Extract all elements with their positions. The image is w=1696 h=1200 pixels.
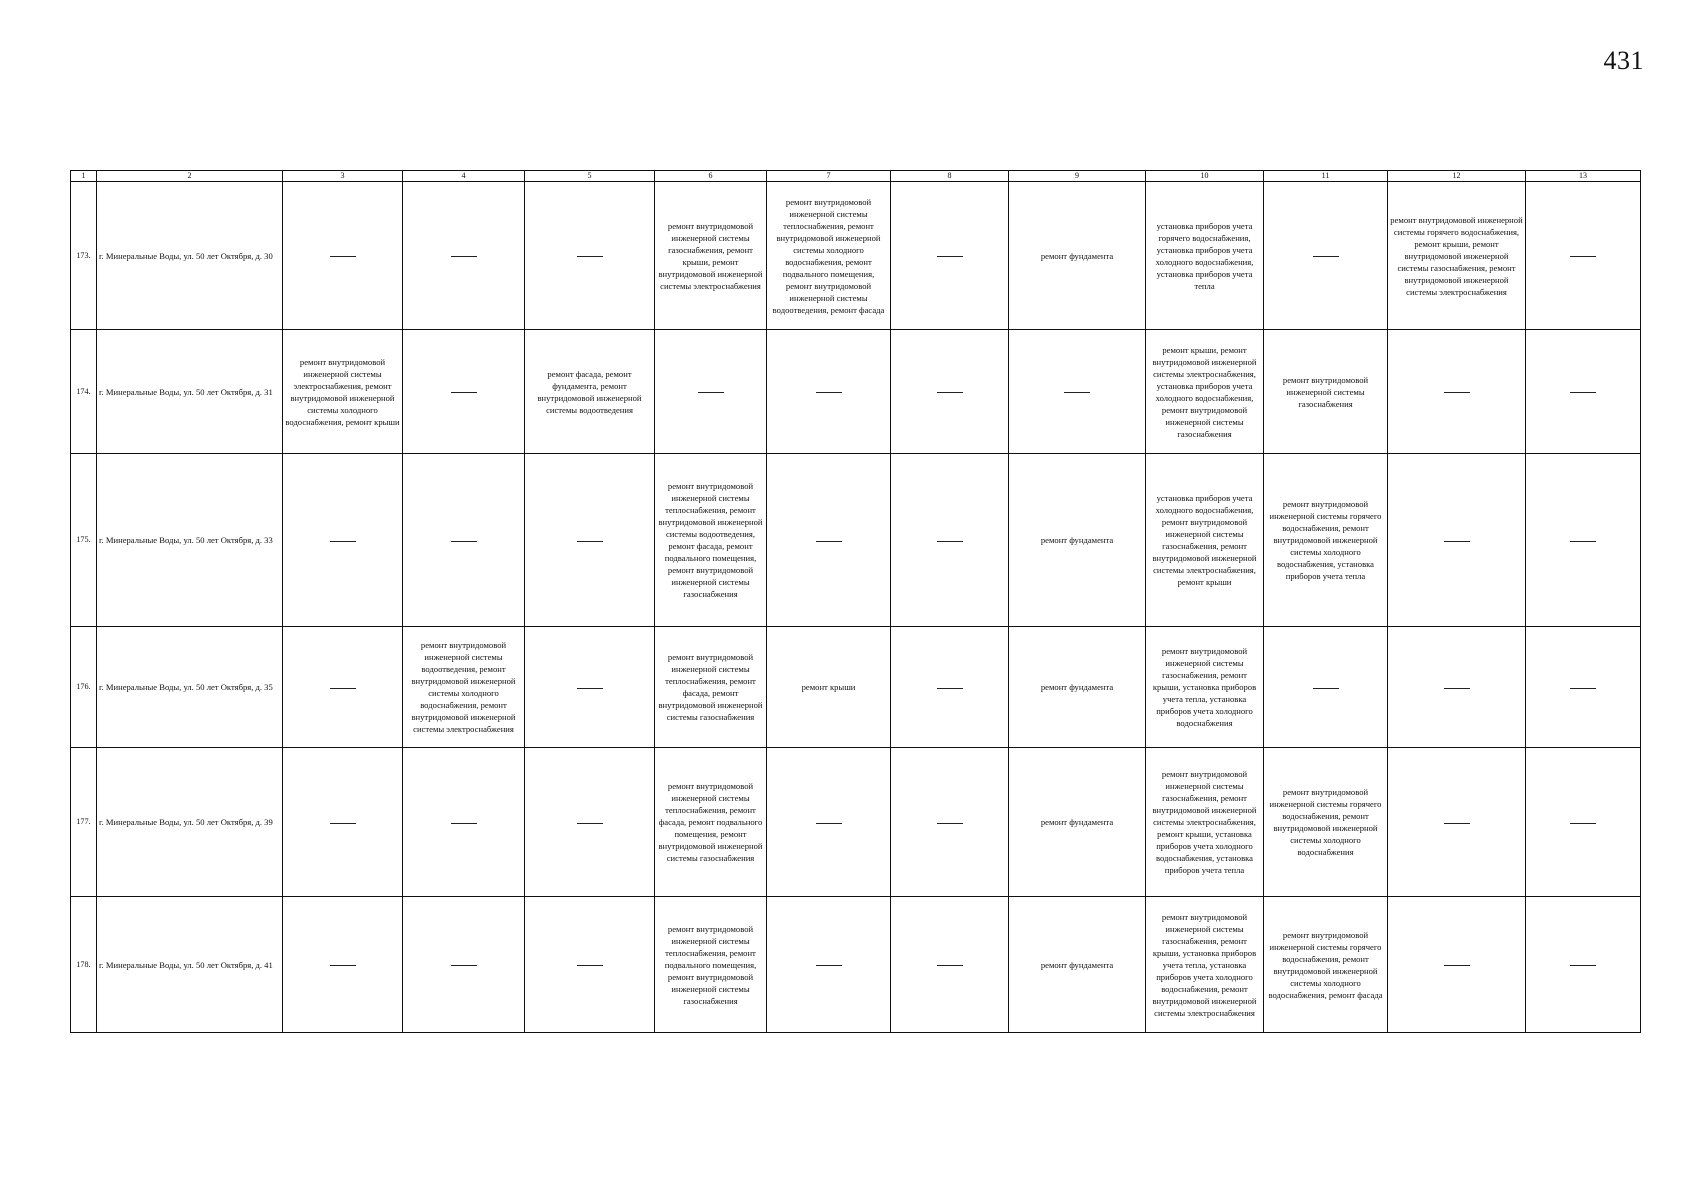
empty-cell: [283, 454, 403, 627]
dash-mark: [577, 965, 603, 966]
empty-cell: [1526, 748, 1641, 897]
work-cell: ремонт крыши: [767, 627, 891, 748]
empty-cell: [1526, 627, 1641, 748]
dash-mark: [330, 256, 356, 257]
work-cell: ремонт внутридомовой инженерной системы электроснабжения, ремонт внутридомовой инженерной системы холодного водоснабжения, ремонт крыши: [283, 330, 403, 454]
dash-mark: [1444, 688, 1470, 689]
work-cell: установка приборов учета горячего водоснабжения, установка приборов учета холодного водоснабжения, установка приборов учета тепла: [1146, 182, 1264, 330]
address-cell: г. Минеральные Воды, ул. 50 лет Октября, д. 41: [97, 897, 283, 1033]
empty-cell: [283, 897, 403, 1033]
work-cell: ремонт внутридомовой инженерной системы горячего водоснабжения, ремонт внутридомовой инженерной системы холодного водоснабжения, ремонт фасада: [1264, 897, 1388, 1033]
work-cell: ремонт внутридомовой инженерной системы газоснабжения, ремонт крыши, установка приборов учета тепла, установка приборов учета холодного водоснабжения, ремонт внутридомовой инженерной системы электроснабжения: [1146, 897, 1264, 1033]
column-header: 2: [97, 171, 283, 182]
dash-mark: [1570, 256, 1596, 257]
dash-mark: [577, 688, 603, 689]
work-cell: ремонт внутридомовой инженерной системы теплоснабжения, ремонт подвального помещения, ремонт внутридомовой инженерной системы газоснабжения: [655, 897, 767, 1033]
row-number: 177.: [71, 748, 97, 897]
work-cell: ремонт внутридомовой инженерной системы газоснабжения, ремонт крыши, ремонт внутридомовой инженерной системы электроснабжения: [655, 182, 767, 330]
work-cell: ремонт фасада, ремонт фундамента, ремонт внутридомовой инженерной системы водоотведения: [525, 330, 655, 454]
dash-mark: [451, 823, 477, 824]
dash-mark: [330, 541, 356, 542]
empty-cell: [403, 330, 525, 454]
dash-mark: [1570, 688, 1596, 689]
empty-cell: [1388, 454, 1526, 627]
column-header: 3: [283, 171, 403, 182]
table-row: [71, 330, 1641, 454]
empty-cell: [283, 182, 403, 330]
row-number: 173.: [71, 182, 97, 330]
row-number: 178.: [71, 897, 97, 1033]
empty-cell: [283, 627, 403, 748]
dash-mark: [451, 392, 477, 393]
empty-cell: [1526, 182, 1641, 330]
empty-cell: [403, 897, 525, 1033]
empty-cell: [283, 748, 403, 897]
work-cell: установка приборов учета холодного водоснабжения, ремонт внутридомовой инженерной системы газоснабжения, ремонт внутридомовой инженерной системы электроснабжения, ремонт крыши: [1146, 454, 1264, 627]
dash-mark: [937, 392, 963, 393]
empty-cell: [1526, 454, 1641, 627]
dash-mark: [698, 392, 724, 393]
empty-cell: [891, 748, 1009, 897]
column-header: 4: [403, 171, 525, 182]
dash-mark: [816, 392, 842, 393]
address-cell: г. Минеральные Воды, ул. 50 лет Октября, д. 39: [97, 748, 283, 897]
work-cell: ремонт фундамента: [1009, 897, 1146, 1033]
address-cell: г. Минеральные Воды, ул. 50 лет Октября, д. 31: [97, 330, 283, 454]
dash-mark: [330, 965, 356, 966]
table-row: [71, 182, 1641, 330]
column-number-row: [71, 171, 1641, 182]
empty-cell: [1388, 897, 1526, 1033]
work-cell: ремонт внутридомовой инженерной системы газоснабжения, ремонт внутридомовой инженерной системы электроснабжения, ремонт крыши, установка приборов учета холодного водоснабжения, установка приборов учета тепла: [1146, 748, 1264, 897]
empty-cell: [1388, 748, 1526, 897]
empty-cell: [1388, 627, 1526, 748]
address-cell: г. Минеральные Воды, ул. 50 лет Октября, д. 33: [97, 454, 283, 627]
column-header: 7: [767, 171, 891, 182]
dash-mark: [937, 823, 963, 824]
column-header: 9: [1009, 171, 1146, 182]
empty-cell: [891, 627, 1009, 748]
dash-mark: [1570, 541, 1596, 542]
empty-cell: [525, 748, 655, 897]
work-cell: ремонт внутридомовой инженерной системы водоотведения, ремонт внутридомовой инженерной системы холодного водоснабжения, ремонт внутридомовой инженерной системы электроснабжения: [403, 627, 525, 748]
empty-cell: [403, 748, 525, 897]
work-cell: ремонт фундамента: [1009, 182, 1146, 330]
column-header: 11: [1264, 171, 1388, 182]
empty-cell: [403, 182, 525, 330]
dash-mark: [816, 823, 842, 824]
column-header: 8: [891, 171, 1009, 182]
empty-cell: [767, 897, 891, 1033]
dash-mark: [1570, 965, 1596, 966]
work-cell: ремонт внутридомовой инженерной системы теплоснабжения, ремонт внутридомовой инженерной системы холодного водоснабжения, ремонт подвального помещения, ремонт внутридомовой инженерной системы водоотведения, ремонт фасада: [767, 182, 891, 330]
empty-cell: [403, 454, 525, 627]
dash-mark: [330, 823, 356, 824]
column-header: 1: [71, 171, 97, 182]
dash-mark: [1444, 965, 1470, 966]
empty-cell: [891, 454, 1009, 627]
work-cell: ремонт внутридомовой инженерной системы газоснабжения, ремонт крыши, установка приборов учета тепла, установка приборов учета холодного водоснабжения: [1146, 627, 1264, 748]
table-row: [71, 454, 1641, 627]
dash-mark: [451, 256, 477, 257]
empty-cell: [525, 182, 655, 330]
dash-mark: [1570, 392, 1596, 393]
empty-cell: [767, 330, 891, 454]
table-row: [71, 897, 1641, 1033]
work-cell: ремонт внутридомовой инженерной системы теплоснабжения, ремонт фасада, ремонт подвального помещения, ремонт внутридомовой инженерной системы газоснабжения: [655, 748, 767, 897]
dash-mark: [330, 688, 356, 689]
dash-mark: [577, 256, 603, 257]
empty-cell: [1009, 330, 1146, 454]
work-cell: ремонт внутридомовой инженерной системы теплоснабжения, ремонт фасада, ремонт внутридомовой инженерной системы газоснабжения: [655, 627, 767, 748]
work-cell: ремонт внутридомовой инженерной системы горячего водоснабжения, ремонт крыши, ремонт внутридомовой инженерной системы газоснабжения, ремонт внутридомовой инженерной системы электроснабжения: [1388, 182, 1526, 330]
table-row: [71, 748, 1641, 897]
table-body: [71, 182, 1641, 1033]
empty-cell: [1526, 330, 1641, 454]
empty-cell: [525, 897, 655, 1033]
column-header: 12: [1388, 171, 1526, 182]
work-cell: ремонт внутридомовой инженерной системы горячего водоснабжения, ремонт внутридомовой инженерной системы холодного водоснабжения: [1264, 748, 1388, 897]
dash-mark: [937, 965, 963, 966]
dash-mark: [577, 823, 603, 824]
empty-cell: [525, 627, 655, 748]
address-cell: г. Минеральные Воды, ул. 50 лет Октября, д. 35: [97, 627, 283, 748]
empty-cell: [891, 182, 1009, 330]
work-cell: ремонт фундамента: [1009, 748, 1146, 897]
empty-cell: [767, 748, 891, 897]
empty-cell: [655, 330, 767, 454]
empty-cell: [891, 330, 1009, 454]
work-cell: ремонт внутридомовой инженерной системы газоснабжения: [1264, 330, 1388, 454]
dash-mark: [1444, 823, 1470, 824]
row-number: 176.: [71, 627, 97, 748]
dash-mark: [1570, 823, 1596, 824]
page-number: 431: [1603, 46, 1644, 75]
capital-repair-table: [70, 170, 1641, 1033]
work-cell: ремонт фундамента: [1009, 627, 1146, 748]
address-cell: г. Минеральные Воды, ул. 50 лет Октября, д. 30: [97, 182, 283, 330]
empty-cell: [1264, 627, 1388, 748]
work-cell: ремонт внутридомовой инженерной системы теплоснабжения, ремонт внутридомовой инженерной системы водоотведения, ремонт фасада, ремонт подвального помещения, ремонт внутридомовой инженерной системы газоснабжения: [655, 454, 767, 627]
column-header: 6: [655, 171, 767, 182]
dash-mark: [451, 965, 477, 966]
empty-cell: [1526, 897, 1641, 1033]
dash-mark: [1444, 392, 1470, 393]
empty-cell: [891, 897, 1009, 1033]
work-cell: ремонт крыши, ремонт внутридомовой инженерной системы электроснабжения, установка приборов учета холодного водоснабжения, ремонт внутридомовой инженерной системы газоснабжения: [1146, 330, 1264, 454]
dash-mark: [577, 541, 603, 542]
dash-mark: [451, 541, 477, 542]
dash-mark: [1444, 541, 1470, 542]
column-header: 13: [1526, 171, 1641, 182]
row-number: 175.: [71, 454, 97, 627]
column-header: 10: [1146, 171, 1264, 182]
dash-mark: [816, 965, 842, 966]
row-number: 174.: [71, 330, 97, 454]
table-row: [71, 627, 1641, 748]
dash-mark: [937, 688, 963, 689]
dash-mark: [1064, 392, 1090, 393]
empty-cell: [1388, 330, 1526, 454]
dash-mark: [937, 256, 963, 257]
dash-mark: [937, 541, 963, 542]
column-header: 5: [525, 171, 655, 182]
empty-cell: [1264, 182, 1388, 330]
work-cell: ремонт фундамента: [1009, 454, 1146, 627]
dash-mark: [1313, 256, 1339, 257]
empty-cell: [525, 454, 655, 627]
dash-mark: [1313, 688, 1339, 689]
dash-mark: [816, 541, 842, 542]
work-cell: ремонт внутридомовой инженерной системы горячего водоснабжения, ремонт внутридомовой инженерной системы холодного водоснабжения, установка приборов учета тепла: [1264, 454, 1388, 627]
empty-cell: [767, 454, 891, 627]
